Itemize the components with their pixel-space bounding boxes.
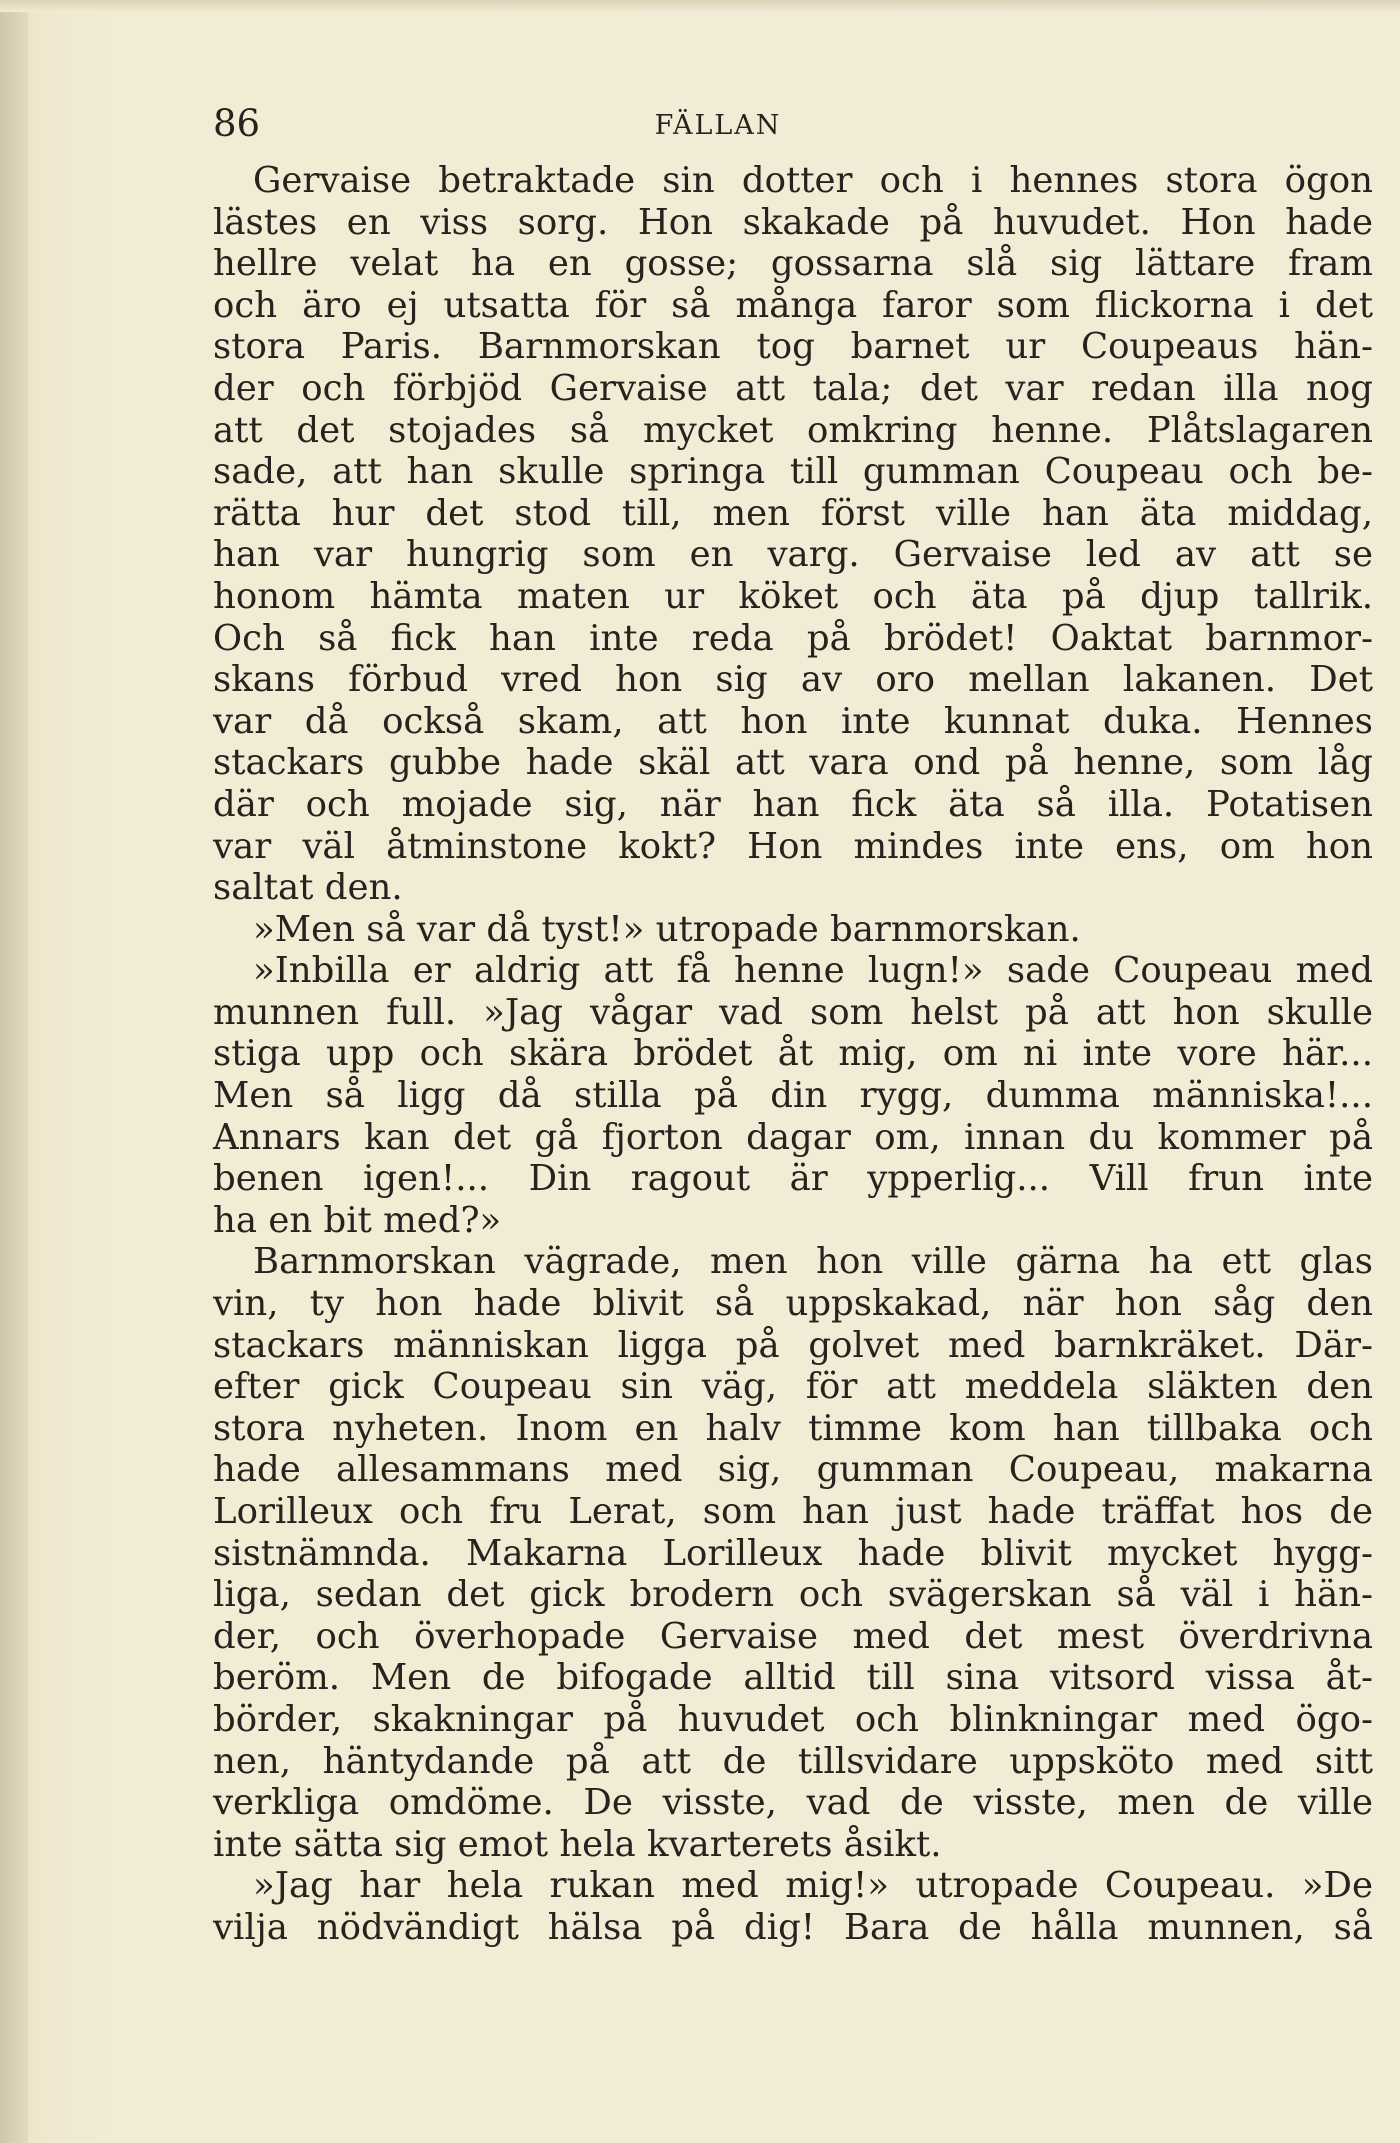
text-line: honom hämta maten ur köket och äta på djup tallrik. xyxy=(213,575,1373,617)
text-line: beröm. Men de bifogade alltid till sina vitsord vissa åt- xyxy=(213,1657,1373,1699)
text-line: han var hungrig som en varg. Gervaise led av att se xyxy=(213,534,1373,576)
text-line: nen, häntydande på att de tillsvidare uppsköto med sitt xyxy=(213,1740,1373,1782)
text-line: stora Paris. Barnmorskan tog barnet ur Coupeaus hän- xyxy=(213,326,1373,368)
text-line: vilja nödvändigt hälsa på dig! Bara de hålla munnen, så xyxy=(213,1906,1373,1948)
text-line: stackars gubbe hade skäl att vara ond på henne, som låg xyxy=(213,742,1373,784)
text-line: hellre velat ha en gosse; gossarna slå sig lättare fram xyxy=(213,243,1373,285)
page-header xyxy=(213,102,1373,146)
text-line: munnen full. »Jag vågar vad som helst på att hon skulle xyxy=(213,991,1373,1033)
page-binding-edge xyxy=(0,0,28,2143)
text-line: »Men så var då tyst!» utropade barnmorskan. xyxy=(253,908,1081,950)
text-line: sistnämnda. Makarna Lorilleux hade blivit mycket hygg- xyxy=(213,1532,1373,1574)
text-line: sade, att han skulle springa till gumman Coupeau och be- xyxy=(213,451,1373,493)
text-line: der, och överhopade Gervaise med det mest överdrivna xyxy=(213,1615,1373,1657)
text-line: Men så ligg då stilla på din rygg, dumma människa!... xyxy=(213,1075,1373,1117)
text-line: der och förbjöd Gervaise att tala; det var redan illa nog xyxy=(213,367,1373,409)
text-line: och äro ej utsatta för så många faror som flickorna i det xyxy=(213,284,1373,326)
text-line: stackars människan ligga på golvet med barnkräket. Där- xyxy=(213,1324,1373,1366)
running-head: FÄLLAN xyxy=(654,110,782,141)
body-text xyxy=(213,160,1373,1949)
text-line: skans förbud vred hon sig av oro mellan lakanen. Det xyxy=(213,659,1373,701)
text-line: »Jag har hela rukan med mig!» utropade Coupeau. »De xyxy=(253,1865,1373,1907)
text-line: benen igen!... Din ragout är ypperlig... Vill frun inte xyxy=(213,1158,1373,1200)
text-line: »Inbilla er aldrig att få henne lugn!» sade Coupeau med xyxy=(253,950,1373,992)
text-line: inte sätta sig emot hela kvarterets åsikt. xyxy=(213,1823,942,1865)
page-number: 86 xyxy=(213,102,261,145)
text-line: hade allesammans med sig, gumman Coupeau, makarna xyxy=(213,1449,1373,1491)
text-line: Barnmorskan vägrade, men hon ville gärna ha ett glas xyxy=(253,1241,1373,1283)
text-line: Annars kan det gå fjorton dagar om, innan du kommer på xyxy=(213,1116,1373,1158)
text-line: saltat den. xyxy=(213,867,403,909)
text-line: var då också skam, att hon inte kunnat duka. Hennes xyxy=(213,700,1373,742)
text-line: stiga upp och skära brödet åt mig, om ni inte vore här... xyxy=(213,1033,1373,1075)
text-line: liga, sedan det gick brodern och svägerskan så väl i hän- xyxy=(213,1574,1373,1616)
text-line: där och mojade sig, när han fick äta så illa. Potatisen xyxy=(213,783,1373,825)
text-line: var väl åtminstone kokt? Hon mindes inte ens, om hon xyxy=(213,825,1373,867)
text-line: efter gick Coupeau sin väg, för att meddela släkten den xyxy=(213,1366,1373,1408)
text-line: Och så fick han inte reda på brödet! Oaktat barnmor- xyxy=(213,617,1373,659)
text-line: lästes en viss sorg. Hon skakade på huvudet. Hon hade xyxy=(213,201,1373,243)
text-line: ha en bit med?» xyxy=(213,1199,502,1241)
text-line: stora nyheten. Inom en halv timme kom han tillbaka och xyxy=(213,1407,1373,1449)
text-line: börder, skakningar på huvudet och blinkningar med ögo- xyxy=(213,1698,1373,1740)
text-line: Lorilleux och fru Lerat, som han just hade träffat hos de xyxy=(213,1491,1373,1532)
text-line: Gervaise betraktade sin dotter och i hennes stora ögon xyxy=(253,160,1373,201)
page-top-edge xyxy=(0,0,1400,12)
text-line: att det stojades så mycket omkring henne. Plåtslagaren xyxy=(213,409,1373,451)
text-line: vin, ty hon hade blivit så uppskakad, när hon såg den xyxy=(213,1283,1373,1325)
text-line: rätta hur det stod till, men först ville han äta middag, xyxy=(213,492,1373,534)
text-line: verkliga omdöme. De visste, vad de visste, men de ville xyxy=(213,1782,1373,1824)
